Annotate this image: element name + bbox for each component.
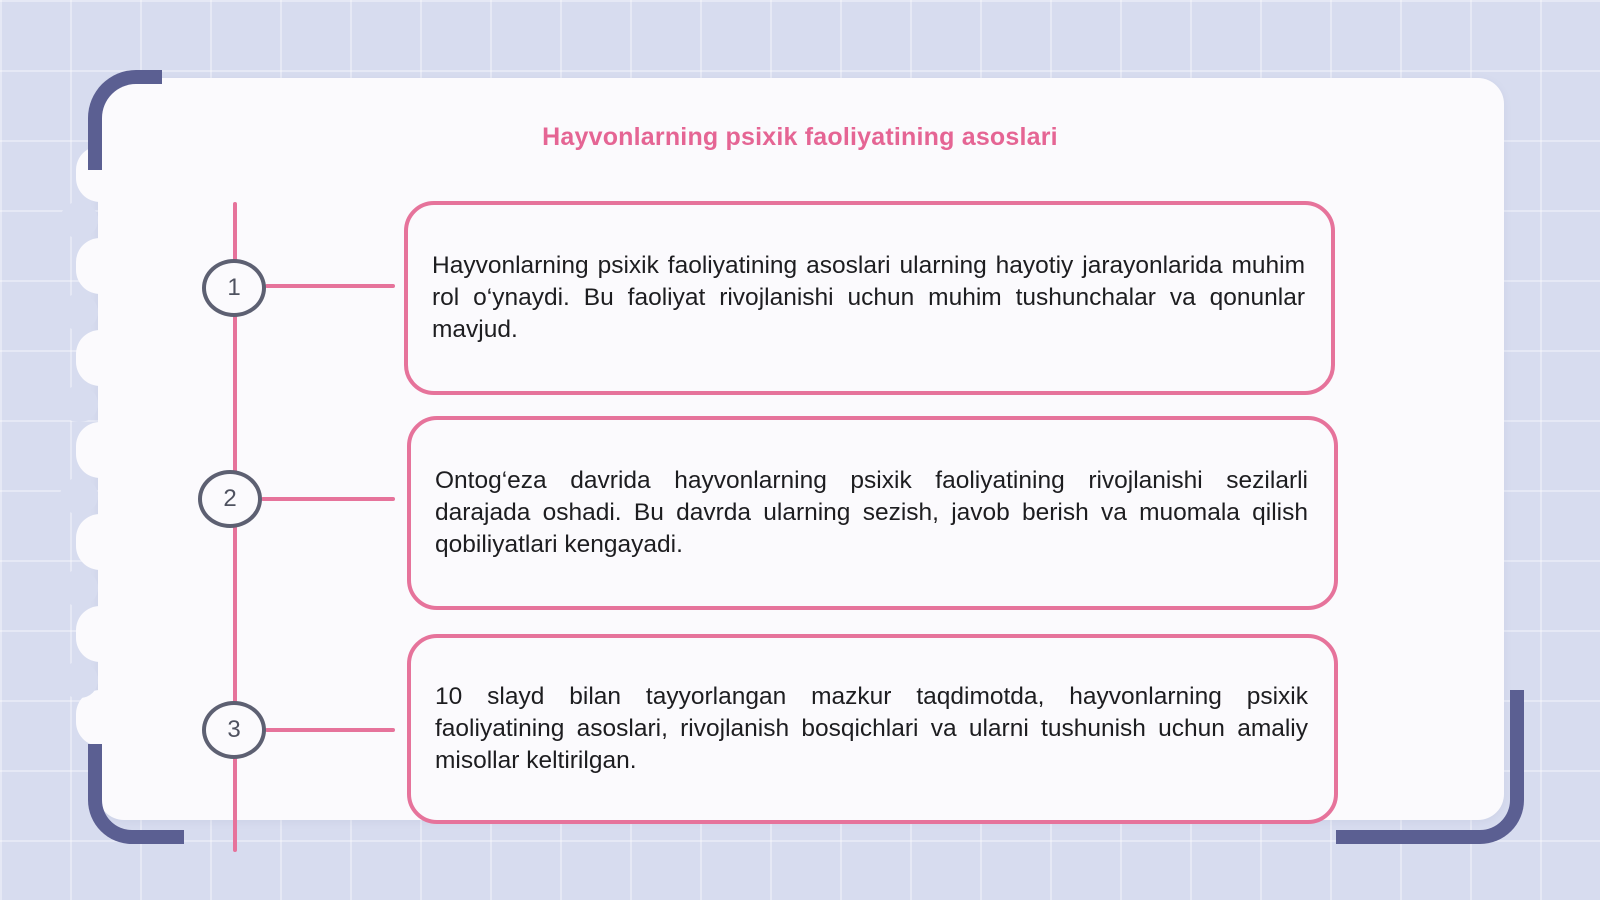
step-card-text: 10 slayd bilan tayyorlangan mazkur taqdimotda, hayvonlarning psixik faoliyatining asoslari, rivojlanish bosqichlari va ularni tushunish uchun amaliy misollar keltirilgan.	[435, 683, 1308, 774]
timeline-connector	[261, 497, 395, 501]
step-card	[404, 201, 1335, 395]
corner-bracket-bottom-left	[88, 744, 184, 844]
corner-bracket-top-left	[88, 70, 162, 170]
step-card-text: Ontog‘eza davrida hayvonlarning psixik faoliyatining rivojlanishi sezilarli darajada oshadi. Bu davrda ularning sezish, javob berish va muomala qilish qobiliyatlari kengayadi.	[435, 467, 1308, 558]
step-number-badge: 3	[202, 701, 266, 759]
timeline-connector	[265, 728, 395, 732]
slide-title: Hayvonlarning psixik faoliyatining asoslari	[542, 123, 1058, 151]
step-number-badge: 2	[198, 470, 262, 528]
step-card	[407, 634, 1338, 824]
step-card	[407, 416, 1338, 610]
step-number-badge: 1	[202, 259, 266, 317]
step-card-text: Hayvonlarning psixik faoliyatining asoslari ularning hayotiy jarayonlarida muhim rol o‘ynaydi. Bu faoliyat rivojlanishi uchun muhim tushunchalar va qonunlar mavjud.	[432, 252, 1305, 343]
timeline-connector	[265, 284, 395, 288]
corner-bracket-bottom-right	[1336, 690, 1524, 844]
